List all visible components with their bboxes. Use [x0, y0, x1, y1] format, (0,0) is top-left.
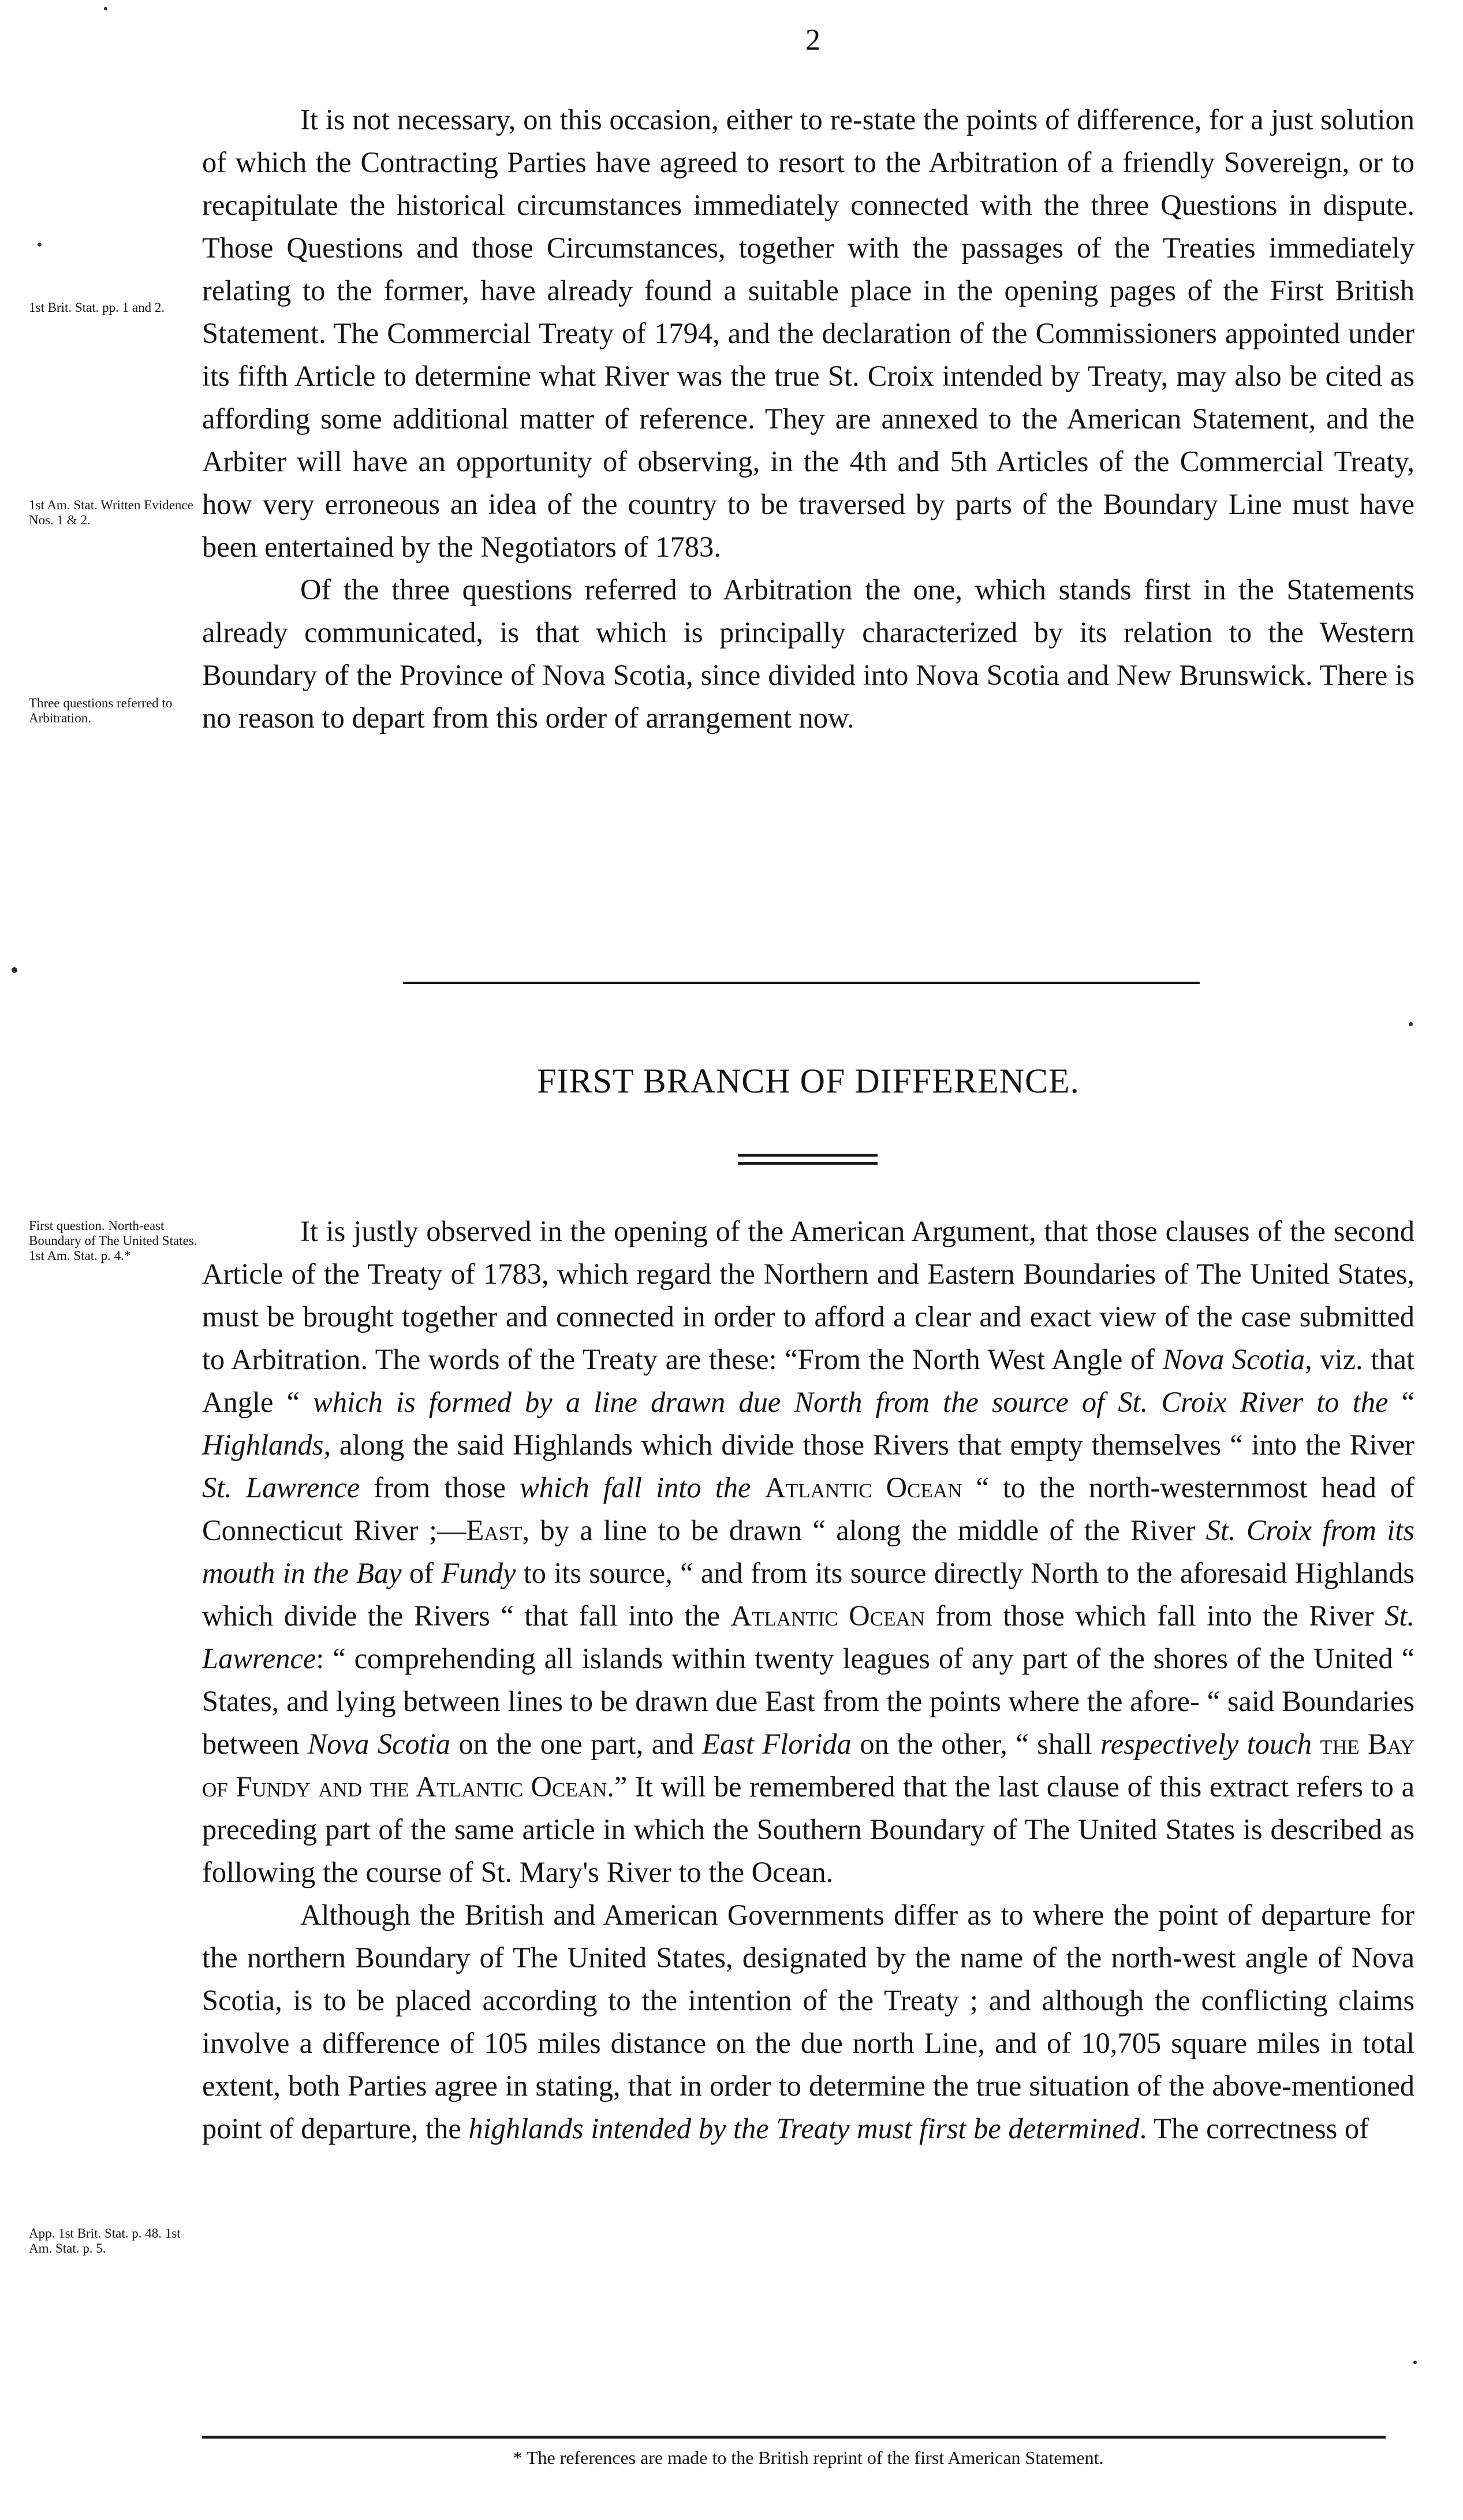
margin-note: 1st Brit. Stat. pp. 1 and 2.: [29, 300, 165, 315]
page-number: 2: [805, 24, 820, 57]
treaty-paragraph: It is justly observed in the opening of the American Argument, that those clauses of the second Article of the Treaty of 1783, which regard the Northern and Eastern Boundaries of The United States, must be brought together and connected in order to afford a clear and exact view of the case submitted to Arbitration. The words of the Treaty are these: “From the North West Angle of Nova Scotia, viz. that Angle “ which is formed by a line drawn due North from the source of St. Croix River to the “ Highlands, along the said Highlands which divide those Rivers that empty themselves “ into the River St. Lawrence from those which fall into the Atlantic Ocean “ to the north-westernmost head of Connecticut River ;—East, by a line to be drawn “ along the middle of the River St. Croix from its mouth in the Bay of Fundy to its source, “ and from its source directly North to the aforesaid Highlands which divide the Rivers “ that fall into the Atlantic Ocean from those which fall into the River St. Lawrence: “ comprehending all islands within twenty leagues of any part of the shores of the United “ States, and lying between lines to be drawn due East from the points where the afore- “ said Boundaries between Nova Scotia on the one part, and East Florida on the other, “ shall respectively touch the Bay of Fundy and the Atlantic Ocean.” It will be remembered that the last clause of this extract refers to a preceding part of the same article in which the Southern Boundary of The United States is described as following the course of St. Mary's River to the Ocean.: [202, 1215, 1415, 1888]
print-speck: [12, 967, 17, 973]
margin-note: 1st Am. Stat. Written Evidence Nos. 1 & 2.: [29, 498, 193, 527]
margin-note: First question. North-east Boundary of The United States. 1st Am. Stat. p. 4.*: [29, 1218, 197, 1263]
footnote: * The references are made to the British reprint of the first American Statement.: [513, 2447, 1104, 2468]
margin-note: Three questions referred to Arbitration.: [29, 696, 173, 725]
footnote-divider: [202, 2436, 1386, 2439]
heading-underline: [738, 1154, 878, 1165]
section-divider: [403, 982, 1200, 984]
print-speck: [1409, 1022, 1413, 1026]
section-heading: FIRST BRANCH OF DIFFERENCE.: [537, 1062, 1080, 1100]
highlands-paragraph: Although the British and American Governments differ as to where the point of departure for the northern Boundary of The United States, designated by the name of the north-west angle of Nova Scotia, is to be placed according to the intention of the Treaty ; and although the conflicting claims involve a difference of 105 miles distance on the due north Line, and of 10,705 square miles in total extent, both Parties agree in stating, that in order to determine the true situation of the above-mentioned point of departure, the highlands intended by the Treaty must first be determined. The correctness of: [202, 1899, 1415, 2145]
intro-paragraph: Of the three questions referred to Arbitration the one, which stands first in the Statements already communicated, is that which is principally characterized by its relation to the Western Boundary of the Province of Nova Scotia, since divided into Nova Scotia and New Brunswick. There is no reason to depart from this order of arrangement now.: [202, 573, 1415, 734]
margin-note: App. 1st Brit. Stat. p. 48. 1st Am. Stat. p. 5.: [29, 2226, 181, 2256]
intro-paragraph: It is not necessary, on this occasion, either to re-state the points of difference, for a just solution of which the Contracting Parties have agreed to resort to the Arbitration of a friendly Sovereign, or to recapitulate the historical circumstances immediately connected with the three Questions in dispute. Those Questions and those Circumstances, together with the passages of the Treaties immediately relating to the former, have already found a suitable place in the opening pages of the First British Statement. The Commercial Treaty of 1794, and the declaration of the Commissioners appointed under its fifth Article to determine what River was the true St. Croix intended by Treaty, may also be cited as affording some additional matter of reference. They are annexed to the American Statement, and the Arbiter will have an opportunity of observing, in the 4th and 5th Articles of the Commercial Treaty, how very erroneous an idea of the country to be traversed by parts of the Boundary Line must have been entertained by the Negotiators of 1783.: [202, 103, 1415, 563]
print-speck: [104, 7, 107, 10]
print-speck: [38, 243, 42, 247]
first-branch-text: [202, 1210, 1415, 2150]
print-speck: [1413, 2361, 1417, 2364]
intro-text: [202, 98, 1415, 739]
